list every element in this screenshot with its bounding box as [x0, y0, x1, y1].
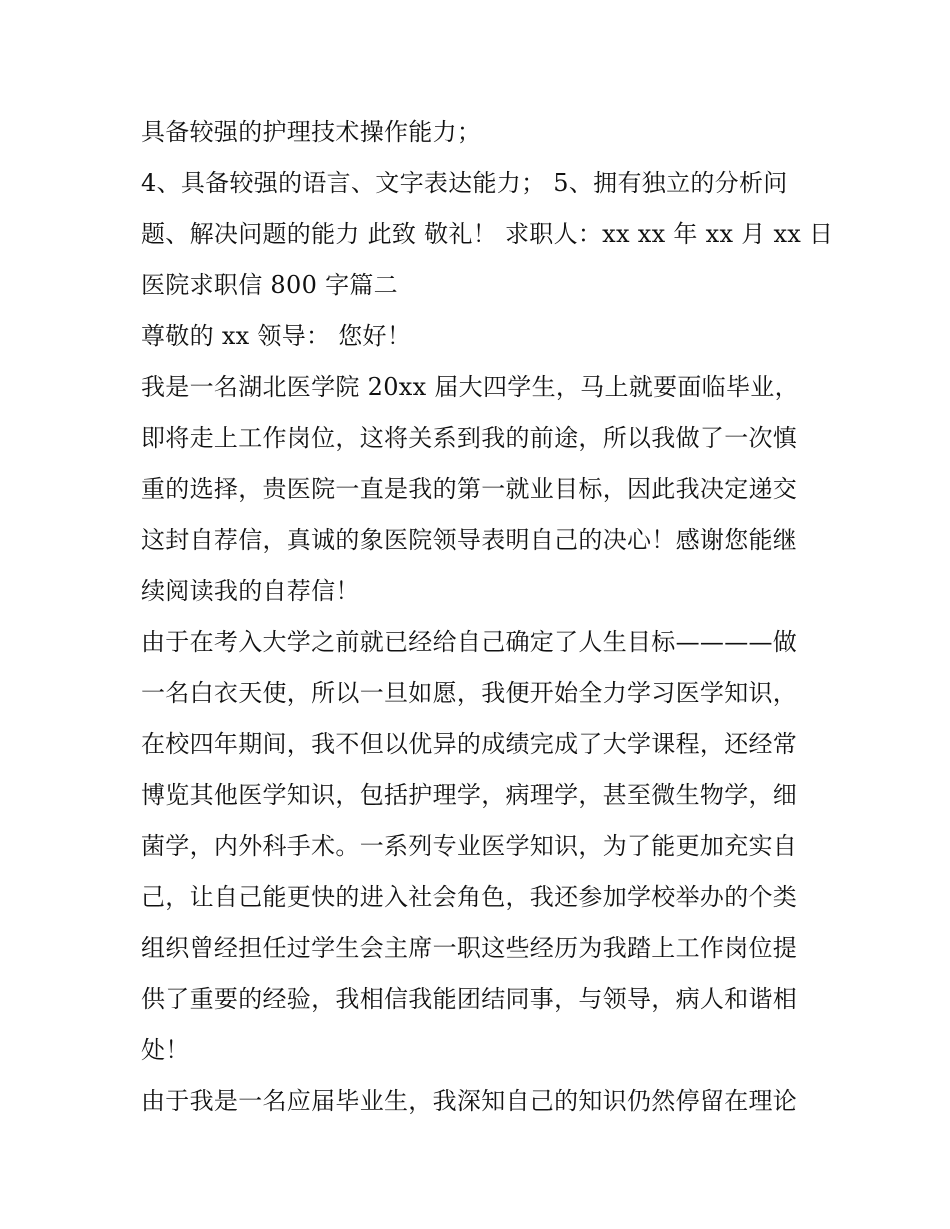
- text-line: 组织曾经担任过学生会主席一职这些经历为我踏上工作岗位提: [141, 934, 798, 962]
- text-line: 供了重要的经验，我相信我能团结同事，与领导，病人和谐相: [141, 985, 798, 1013]
- text-line: 题、解决问题的能力 此致 敬礼！ 求职人：xx xx 年 xx 月 xx 日: [141, 220, 834, 248]
- text-line: 续阅读我的自荐信！: [141, 577, 360, 605]
- text-line: 博览其他医学知识，包括护理学，病理学，甚至微生物学，细: [141, 781, 798, 809]
- document-body: [141, 107, 834, 1127]
- text-line: 一名白衣天使，所以一旦如愿，我便开始全力学习医学知识，: [141, 679, 798, 707]
- text-line: 即将走上工作岗位，这将关系到我的前途，所以我做了一次慎: [141, 424, 798, 452]
- text-line: 由于在考入大学之前就已经给自己确定了人生目标————做: [141, 628, 798, 656]
- salutation: 尊敬的 xx 领导： 您好！: [141, 322, 412, 350]
- text-line: 具备较强的护理技术操作能力；: [141, 118, 482, 146]
- text-line: 我是一名湖北医学院 20xx 届大四学生，马上就要面临毕业，: [141, 373, 799, 401]
- text-line: 菌学，内外科手术。一系列专业医学知识，为了能更加充实自: [141, 832, 798, 860]
- text-line: 在校四年期间，我不但以优异的成绩完成了大学课程，还经常: [141, 730, 798, 758]
- text-line: 由于我是一名应届毕业生，我深知自己的知识仍然停留在理论: [141, 1087, 798, 1115]
- text-line: 处！: [141, 1036, 190, 1064]
- text-line: 这封自荐信，真诚的象医院领导表明自己的决心！感谢您能继: [141, 526, 798, 554]
- text-line: 4、具备较强的语言、文字表达能力； 5、拥有独立的分析问: [141, 169, 788, 197]
- text-line: 己，让自己能更快的进入社会角色，我还参加学校举办的个类: [141, 883, 798, 911]
- section-heading: 医院求职信 800 字篇二: [141, 271, 398, 299]
- text-line: 重的选择，贵医院一直是我的第一就业目标，因此我决定递交: [141, 475, 798, 503]
